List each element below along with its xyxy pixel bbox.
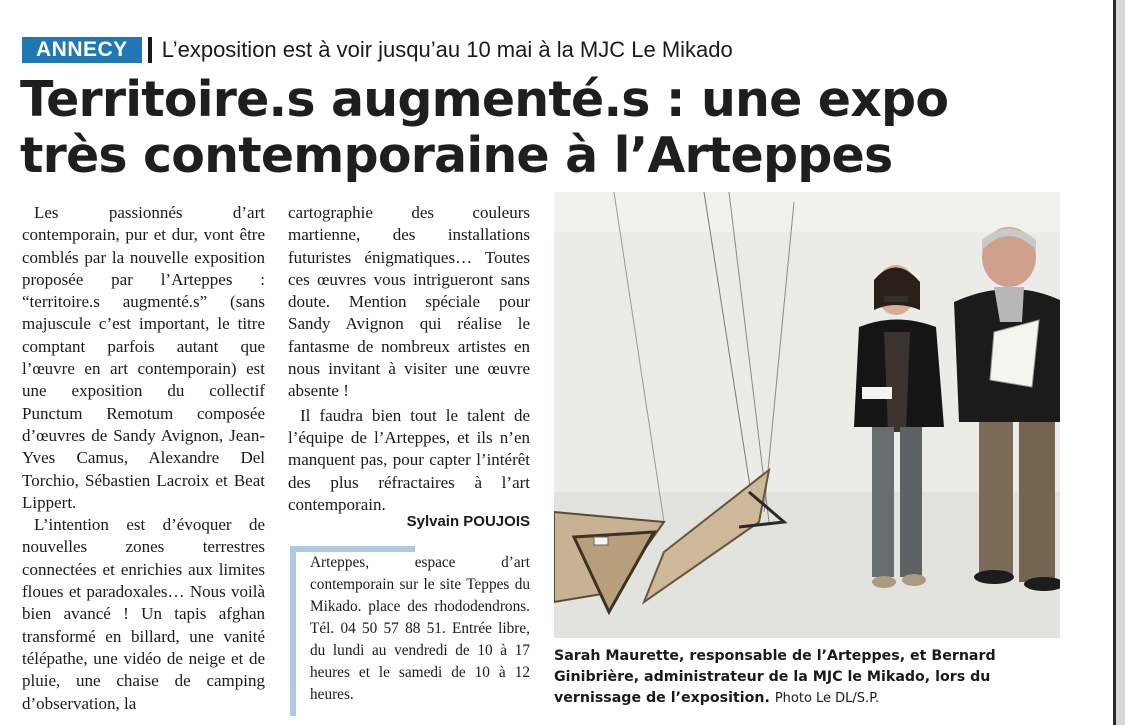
kicker [22,36,733,64]
article-column-1 [22,202,265,715]
article-photo [554,192,1060,638]
headline-line-2: très contemporaine à l’Arteppes [20,127,893,184]
byline: Sylvain POUJOIS [406,513,530,530]
info-box-rule-vertical [290,546,296,716]
page-right-border [1113,0,1125,725]
section-separator [148,37,152,63]
article-paragraph-3: cartographie des couleurs martienne, des installations futuristes énigmatiques… Toutes ces œuvres vous intrigueront sans doute. Mention spéciale pour Sandy Avignon qui réalise le fantasme de nombreux artistes en nous invitant à visiter une œuvre absente ! [288,203,530,401]
article-paragraph-4: Il faudra bien tout le talent de l’équipe de l’Arteppes, et ils n’en manquent pas, pour capter l’intérêt des plus réfractaires à l’art contemporain. [288,405,530,514]
info-box [290,546,530,716]
photo-illustration [554,192,1060,638]
headline [20,72,1100,184]
info-box-text: Arteppes, espace d’art contemporain sur le site Teppes du Mikado. place des rhododendrons. Tél. 04 50 57 88 51. Entrée libre, du lundi au vendredi de 10 à 17 heures et le samedi de 10 à 12 heures. [310,554,530,703]
section-tag: ANNECY [22,37,142,63]
caption-text: Sarah Maurette, responsable de l’Arteppes, et Bernard Ginibrière, administrateur de la MJC le Mikado, lors du vernissage de l’exposition. [554,648,996,706]
photo-credit: Photo Le DL/S.P. [774,691,880,706]
article-column-2 [288,202,530,516]
article-paragraph-1: Les passionnés d’art contemporain, pur et dur, vont être comblés par la nouvelle exposition proposée par l’Arteppes : “territoire.s augmenté.s” (sans majuscule c’est important, le titre comptant parfois autant que l’œuvre en art contemporain) est une exposition du collectif Punctum Remotum composée d’œuvres de Sandy Avignon, Jean-Yves Camus, Alexandre Del Torchio, Sébastien Lacroix et Beat Lippert. [22,203,265,512]
subhead: L’exposition est à voir jusqu’au 10 mai à la MJC Le Mikado [161,37,733,62]
headline-line-1: Territoire.s augmenté.s : une expo [20,71,949,128]
article-paragraph-2: L’intention est d’évoquer de nouvelles zones terrestres connectées et enrichies aux limites floues et paradoxales… Nous voilà bien avancé ! Un tapis afghan transformé en billard, une vanité télépathe, une vidéo de neige et de pluie, une chaise de camping d’observation, la [22,515,265,713]
photo-caption [554,646,1060,709]
